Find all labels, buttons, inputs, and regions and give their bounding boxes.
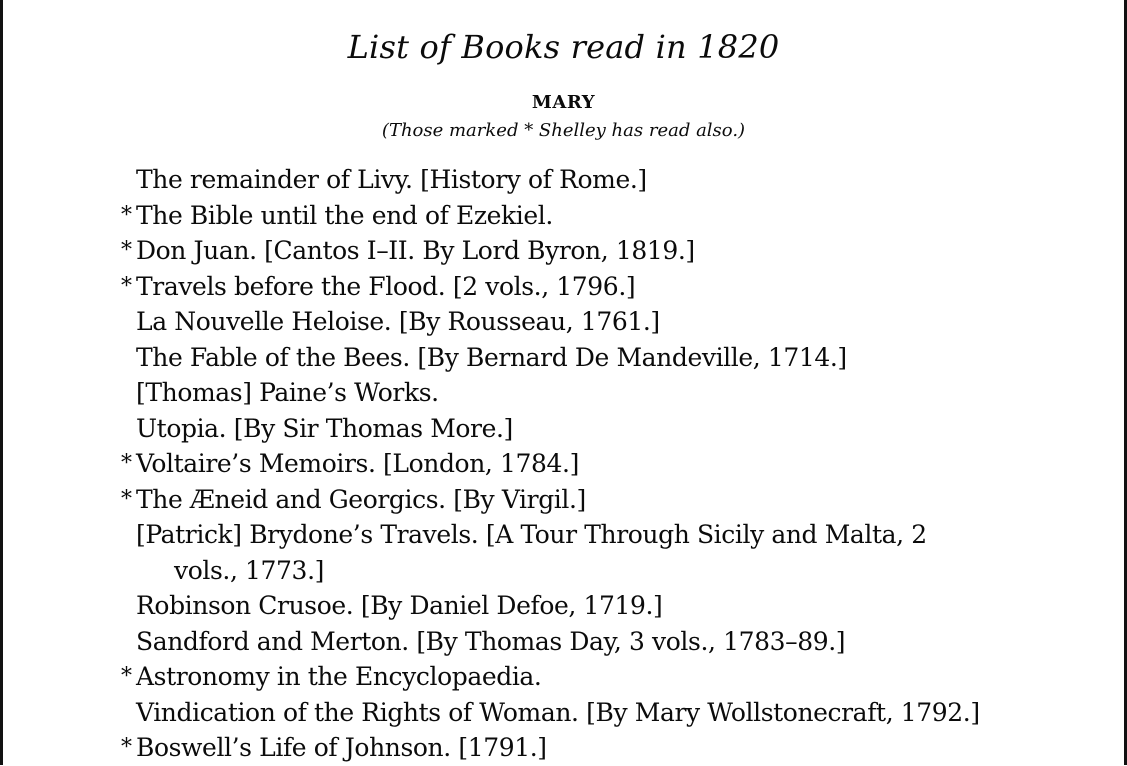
book-entry-text: Robinson Crusoe. [By Daniel Defoe, 1719.] bbox=[136, 591, 663, 620]
book-entry-text: La Nouvelle Heloise. [By Rousseau, 1761.] bbox=[136, 307, 660, 336]
book-entry-continuation bbox=[3, 553, 1127, 589]
book-entry bbox=[3, 269, 1127, 305]
book-entry-text: [Thomas] Paine’s Works. bbox=[136, 378, 439, 407]
book-entry-text: Boswell’s Life of Johnson. [1791.] bbox=[136, 733, 547, 762]
book-entry-text: Don Juan. [Cantos I–II. By Lord Byron, 1819.] bbox=[136, 236, 695, 265]
book-entry-text: Astronomy in the Encyclopaedia. bbox=[136, 662, 542, 691]
book-entry-text: Utopia. [By Sir Thomas More.] bbox=[136, 413, 513, 443]
book-entry-text: Sandford and Merton. [By Thomas Day, 3 vols., 1783–89.] bbox=[136, 626, 846, 656]
section-note: (Those marked * Shelley has read also.) bbox=[381, 120, 746, 141]
book-entry bbox=[3, 482, 1127, 518]
book-entry-text: [Patrick] Brydone’s Travels. [A Tour Through Sicily and Malta, 2 bbox=[136, 520, 927, 549]
book-entry bbox=[3, 162, 1127, 198]
book-entry-text: Voltaire’s Memoirs. [London, 1784.] bbox=[136, 449, 579, 478]
book-entry-continuation-text: vols., 1773.] bbox=[174, 555, 324, 585]
asterisk-marker: * bbox=[121, 735, 132, 760]
book-entry bbox=[3, 411, 1127, 447]
asterisk-marker: * bbox=[121, 273, 132, 299]
asterisk-marker: * bbox=[121, 202, 132, 228]
book-entry bbox=[3, 659, 1127, 695]
book-entry bbox=[3, 446, 1127, 482]
book-entry-text: The Fable of the Bees. [By Bernard De Mandeville, 1714.] bbox=[136, 342, 847, 372]
book-entry bbox=[3, 695, 1127, 731]
book-entry bbox=[3, 233, 1127, 269]
book-entry bbox=[3, 304, 1127, 340]
section-heading: MARY bbox=[531, 92, 596, 113]
book-entry bbox=[3, 517, 1127, 553]
asterisk-marker: * bbox=[121, 238, 132, 263]
book-entry bbox=[3, 198, 1127, 234]
book-entry bbox=[3, 588, 1127, 624]
asterisk-marker: * bbox=[121, 451, 132, 476]
book-entry bbox=[3, 730, 1127, 766]
book-entry bbox=[3, 624, 1127, 660]
book-entry bbox=[3, 375, 1127, 411]
book-entry-text: Vindication of the Rights of Woman. [By Mary Wollstonecraft, 1792.] bbox=[136, 697, 980, 727]
book-list bbox=[3, 162, 1127, 766]
book-entry-text: Travels before the Flood. [2 vols., 1796.] bbox=[136, 271, 636, 301]
book-entry-text: The Bible until the end of Ezekiel. bbox=[136, 200, 553, 230]
book-entry-text: The remainder of Livy. [History of Rome.] bbox=[136, 165, 647, 194]
book-entry bbox=[3, 340, 1127, 376]
asterisk-marker: * bbox=[121, 486, 132, 512]
book-entry-text: The Æneid and Georgics. [By Virgil.] bbox=[136, 484, 586, 514]
asterisk-marker: * bbox=[121, 664, 132, 689]
page-title: List of Books read in 1820 bbox=[347, 28, 780, 66]
